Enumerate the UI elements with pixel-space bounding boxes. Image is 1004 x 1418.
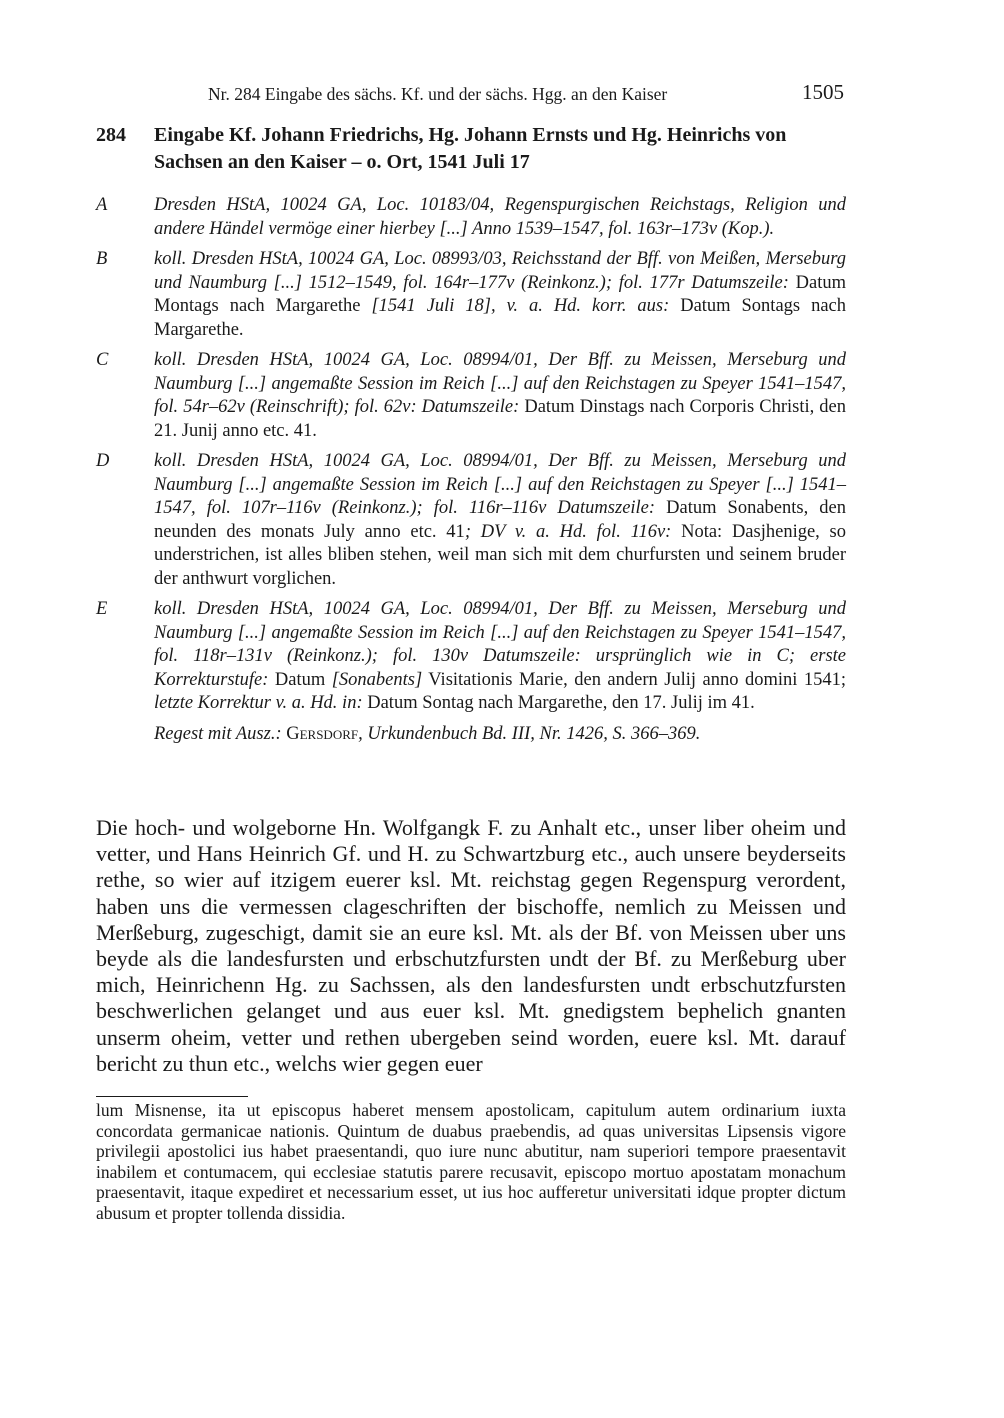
source-siglum: C xyxy=(96,350,109,370)
regest-line xyxy=(154,723,846,747)
source-text-italic: ; DV v. a. Hd. fol. 116v: xyxy=(464,521,672,542)
source-description xyxy=(154,194,846,241)
source-text-italic: letzte Korrektur v. a. Hd. in: xyxy=(154,693,363,713)
source-text-roman: Nota: Dasjhenige, so understrichen, ist alles bliben stehen, weil man sich mit dem churfursten und seinem bruder der anthwurt vorglichen. xyxy=(154,521,846,589)
document-number: 284 xyxy=(96,124,126,146)
source-text-italic: Dresden HStA, 10024 GA, Loc. 10183/04, Regenspurgischen Reichstags, Religion und andere Händel vermöge einer hierbey [...] Anno 1539–1547, fol. 163r–173v (Kop.). xyxy=(154,195,846,239)
source-entry-e xyxy=(96,598,846,716)
source-siglum: E xyxy=(96,599,108,619)
source-entry-d xyxy=(96,450,846,591)
source-siglum: B xyxy=(96,249,108,269)
source-apparatus xyxy=(96,194,846,746)
source-text-italic: koll. Dresden HStA, 10024 GA, Loc. 08994/01, Der Bff. zu Meissen, Merseburg und Naumburg [...] angemaßte Session im Reich [...] auf den Reichstagen zu Speyer [...] 1541–1547, fol. 107r–116v (Reinkonz.); fol. 116r–116v Datumszeile: xyxy=(154,451,846,518)
main-paragraph: Die hoch- und wolgeborne Hn. Wolfgangk F. zu Anhalt etc., unser liber oheim und vetter, und Hans Heinrich Gf. und H. zu Schwartzburg etc., auch unsere beyderseits rethe, so wier auf itzigem euerer ksl. Mt. reichstag gegen Regenspurg verordent, haben uns die vermessen clageschriften der bischoffe, nemlich zu Meissen und Merßeburg, zugeschigt, damit sie an eure ksl. Mt. als der Bf. von Meissen uber uns beyde als die landesfursten und erbschutzfursten undt der Bf. zu Merßeburg uber mich, Heinrichenn Hg. zu Sachssen, als den landesfursten undt erbschutzfursten beschwerlichen gelanget und aus euer ksl. Mt. gnedigstem bephelich gnanten unserm oheim, vetter und rethen ubergeben seind worden, euere ksl. Mt. darauf bericht zu thun etc., welchs wier gegen euer xyxy=(96,815,846,1076)
regest-author: Gersdorf xyxy=(286,723,359,744)
footnote xyxy=(96,1100,846,1223)
source-description xyxy=(154,349,846,443)
source-entry-b xyxy=(96,248,846,342)
source-entry-a xyxy=(96,194,846,241)
regest-citation: , Urkundenbuch Bd. III, Nr. 1426, S. 366–369. xyxy=(358,723,701,744)
source-siglum: A xyxy=(96,195,108,215)
source-description xyxy=(154,598,846,716)
source-text-italic: koll. Dresden HStA, 10024 GA, Loc. 08994/01, Der Bff. zu Meissen, Merseburg und Naumburg [...] angemaßte Session im Reich [...] auf den Reichstagen zu Speyer 1541–1547, fol. 54r–62v (Reinschrift); fol. 62v: Datumszeile: xyxy=(154,350,846,417)
source-text-roman: Datum Dinstags nach Corporis Christi, den 21. Junij anno etc. 41. xyxy=(154,397,846,441)
source-entry-c xyxy=(96,349,846,443)
source-description xyxy=(154,248,846,342)
footnote-paragraph: lum Misnense, ita ut episcopus haberet mensem apostolicam, capitulum autem ordinarium iuxta concordata germanicae nationis. Quintum de duabus praebendis, ad quas universitas Lipsensis vigore privilegii apostolici ius habet praesentandi, quo iure nunc abutitur, nam superiori tempore praesentavit inabilem et contumacem, qui ecclesiae statutis parere recusavit, episcopo mortuo apostatam monachum praesentavit, itaque expediret et necessarium esset, ut ius hoc aufferetur universitati idque propter dictum abusum et propter tollenda dissidia. xyxy=(96,1100,846,1223)
source-description xyxy=(154,450,846,591)
source-text-italic: koll. Dresden HStA, 10024 GA, Loc. 08993/03, Reichsstand der Bff. von Meißen, Merseburg und Naumburg [...] 1512–1549, fol. 164r–177v (Reinkonz.); fol. 177r Datumszeile: xyxy=(154,249,846,293)
source-text-roman: Datum Sontags nach Margarethe. xyxy=(154,296,846,340)
source-text-italic: [1541 Juli 18], v. a. Hd. korr. aus: xyxy=(371,296,670,316)
source-text-roman: Datum Sontag nach Margarethe, den 17. Julij im 41. xyxy=(362,693,755,713)
source-text-roman: Visitationis Marie, den andern Julij anno domini 1541; xyxy=(422,669,846,690)
source-text-roman: Datum Sonabents, den neunden des monats July anno etc. 41 xyxy=(154,498,846,542)
source-text-italic: koll. Dresden HStA, 10024 GA, Loc. 08994/01, Der Bff. zu Meissen, Merseburg und Naumburg [...] angemaßte Session im Reich [...] auf den Reichstagen zu Speyer 1541–1547, fol. 118r–131v (Reinkonz.); fol. 130v Datumszeile: ursprünglich wie in C; erste Korrekturstufe: xyxy=(154,599,846,690)
document-title: Eingabe Kf. Johann Friedrichs, Hg. Johann Ernsts und Hg. Heinrichs von Sachsen an den Kaiser – o. Ort, 1541 Juli 17 xyxy=(154,124,787,173)
main-text xyxy=(96,815,846,1077)
running-title: Nr. 284 Eingabe des sächs. Kf. und der sächs. Hgg. an den Kaiser xyxy=(208,84,668,104)
source-text-roman: Datum Montags nach Margarethe xyxy=(154,272,846,316)
source-text-roman: Datum xyxy=(268,669,332,690)
regest-prefix: Regest mit Ausz.: xyxy=(154,723,287,744)
source-text-italic: [Sonabents] xyxy=(331,669,423,690)
page-number: 1505 xyxy=(802,80,844,104)
footnote-divider xyxy=(96,1096,248,1097)
source-siglum: D xyxy=(96,451,110,471)
running-head xyxy=(96,80,846,110)
